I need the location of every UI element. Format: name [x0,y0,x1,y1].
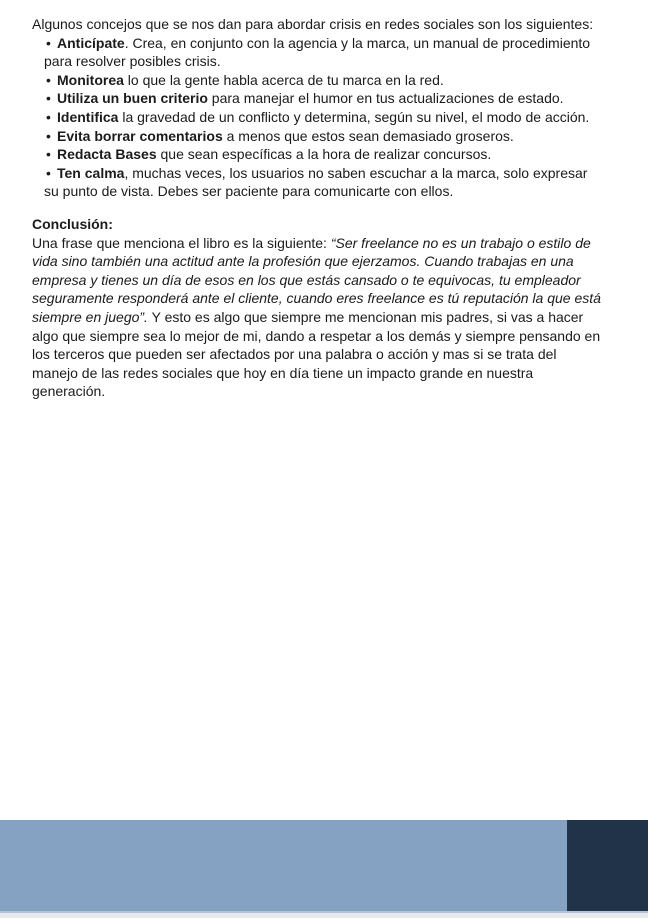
intro-paragraph: Algunos concejos que se nos dan para abordar crisis en redes sociales son los siguientes: [32,16,594,32]
conclusion-line [32,308,644,327]
bullet-icon: • [46,90,51,107]
conclusion-line [32,252,644,271]
conclusion-line [32,271,644,290]
list-item [32,108,644,127]
list-item-bold-lead: Anticípate [57,34,125,51]
list-item-bold-lead: Redacta Bases [57,146,157,163]
conclusion-text: algo que siempre sea lo mejor de mi, dando a respetar a los demás y siempre pensando en [32,327,601,344]
bullet-icon: • [46,127,51,144]
document-content [32,15,644,401]
list-item-bold-lead: Identifica [57,108,119,125]
list-item [32,89,644,108]
list-item-bold-lead: Monitorea [57,71,124,88]
list-item [32,34,644,53]
list-item-text: que sean específicas a la hora de realizar concursos. [156,146,492,163]
conclusion-line [32,345,644,364]
conclusion-line [32,364,644,383]
bullet-icon: • [46,108,51,125]
list-item-text: a menos que estos sean demasiado groseros. [222,127,514,144]
footer-accent-block [567,820,648,911]
conclusion-quote-text: siempre en juego”. [32,308,148,325]
paragraph-spacer [32,201,644,215]
list-item-text: , muchas veces, los usuarios no saben escuchar a la marca, solo expresar [124,164,588,181]
list-item-text: para manejar el humor en tus actualizaciones de estado. [207,90,564,107]
list-item-bold-lead: Ten calma [57,164,125,181]
conclusion-line [32,289,644,308]
list-item-text: . Crea, en conjunto con la agencia y la marca, un manual de procedimiento [124,34,591,51]
footer-decoration-band [0,820,648,911]
conclusion-text: generación. [32,383,106,400]
conclusion-text: Y esto es algo que siempre me mencionan mis padres, si vas a hacer [147,308,584,325]
bullet-icon: • [46,164,51,181]
list-item-text: lo que la gente habla acerca de tu marca en la red. [123,71,444,88]
conclusion-quote-text: seguramente responderá ante el cliente, cuando eres freelance es tú reputación la que está [32,290,601,307]
conclusion-quote-text: empresa y tienes un día de esos en los que estás cansado o te equivocas, tu empleador [32,271,581,288]
page-bottom-edge-strip [0,911,648,918]
conclusion-text: Una frase que menciona el libro es la siguiente: [32,234,331,251]
conclusion-quote-text: vida sino también una actitud ante la profesión que ejerzamos. Cuando trabajas en una [32,253,574,270]
list-item [32,145,644,164]
list-item [32,71,644,90]
list-item-bold-lead: Evita borrar comentarios [57,127,223,144]
conclusion-line [32,234,644,253]
list-item [32,164,644,183]
bullet-icon: • [46,34,51,51]
list-item-text: la gravedad de un conflicto y determina, según su nivel, el modo de acción. [118,108,590,125]
conclusion-heading: Conclusión: [32,215,113,232]
list-item-bold-lead: Utiliza un buen criterio [57,90,208,107]
bullet-icon: • [46,146,51,163]
conclusion-quote-text: “Ser freelance no es un trabajo o estilo de [330,234,591,251]
list-item-wrap-line: su punto de vista. Debes ser paciente para comunicarte con ellos. [44,183,454,200]
conclusion-text: los terceros que pueden ser afectados por una palabra o acción y mas si se trata del [32,346,557,363]
list-item-wrap-line: para resolver posibles crisis. [44,53,221,70]
list-item [32,127,644,146]
conclusion-line [32,382,644,401]
conclusion-line [32,327,644,346]
bullet-icon: • [46,71,51,88]
conclusion-text: manejo de las redes sociales que hoy en día tiene un impacto grande en nuestra [32,364,534,381]
